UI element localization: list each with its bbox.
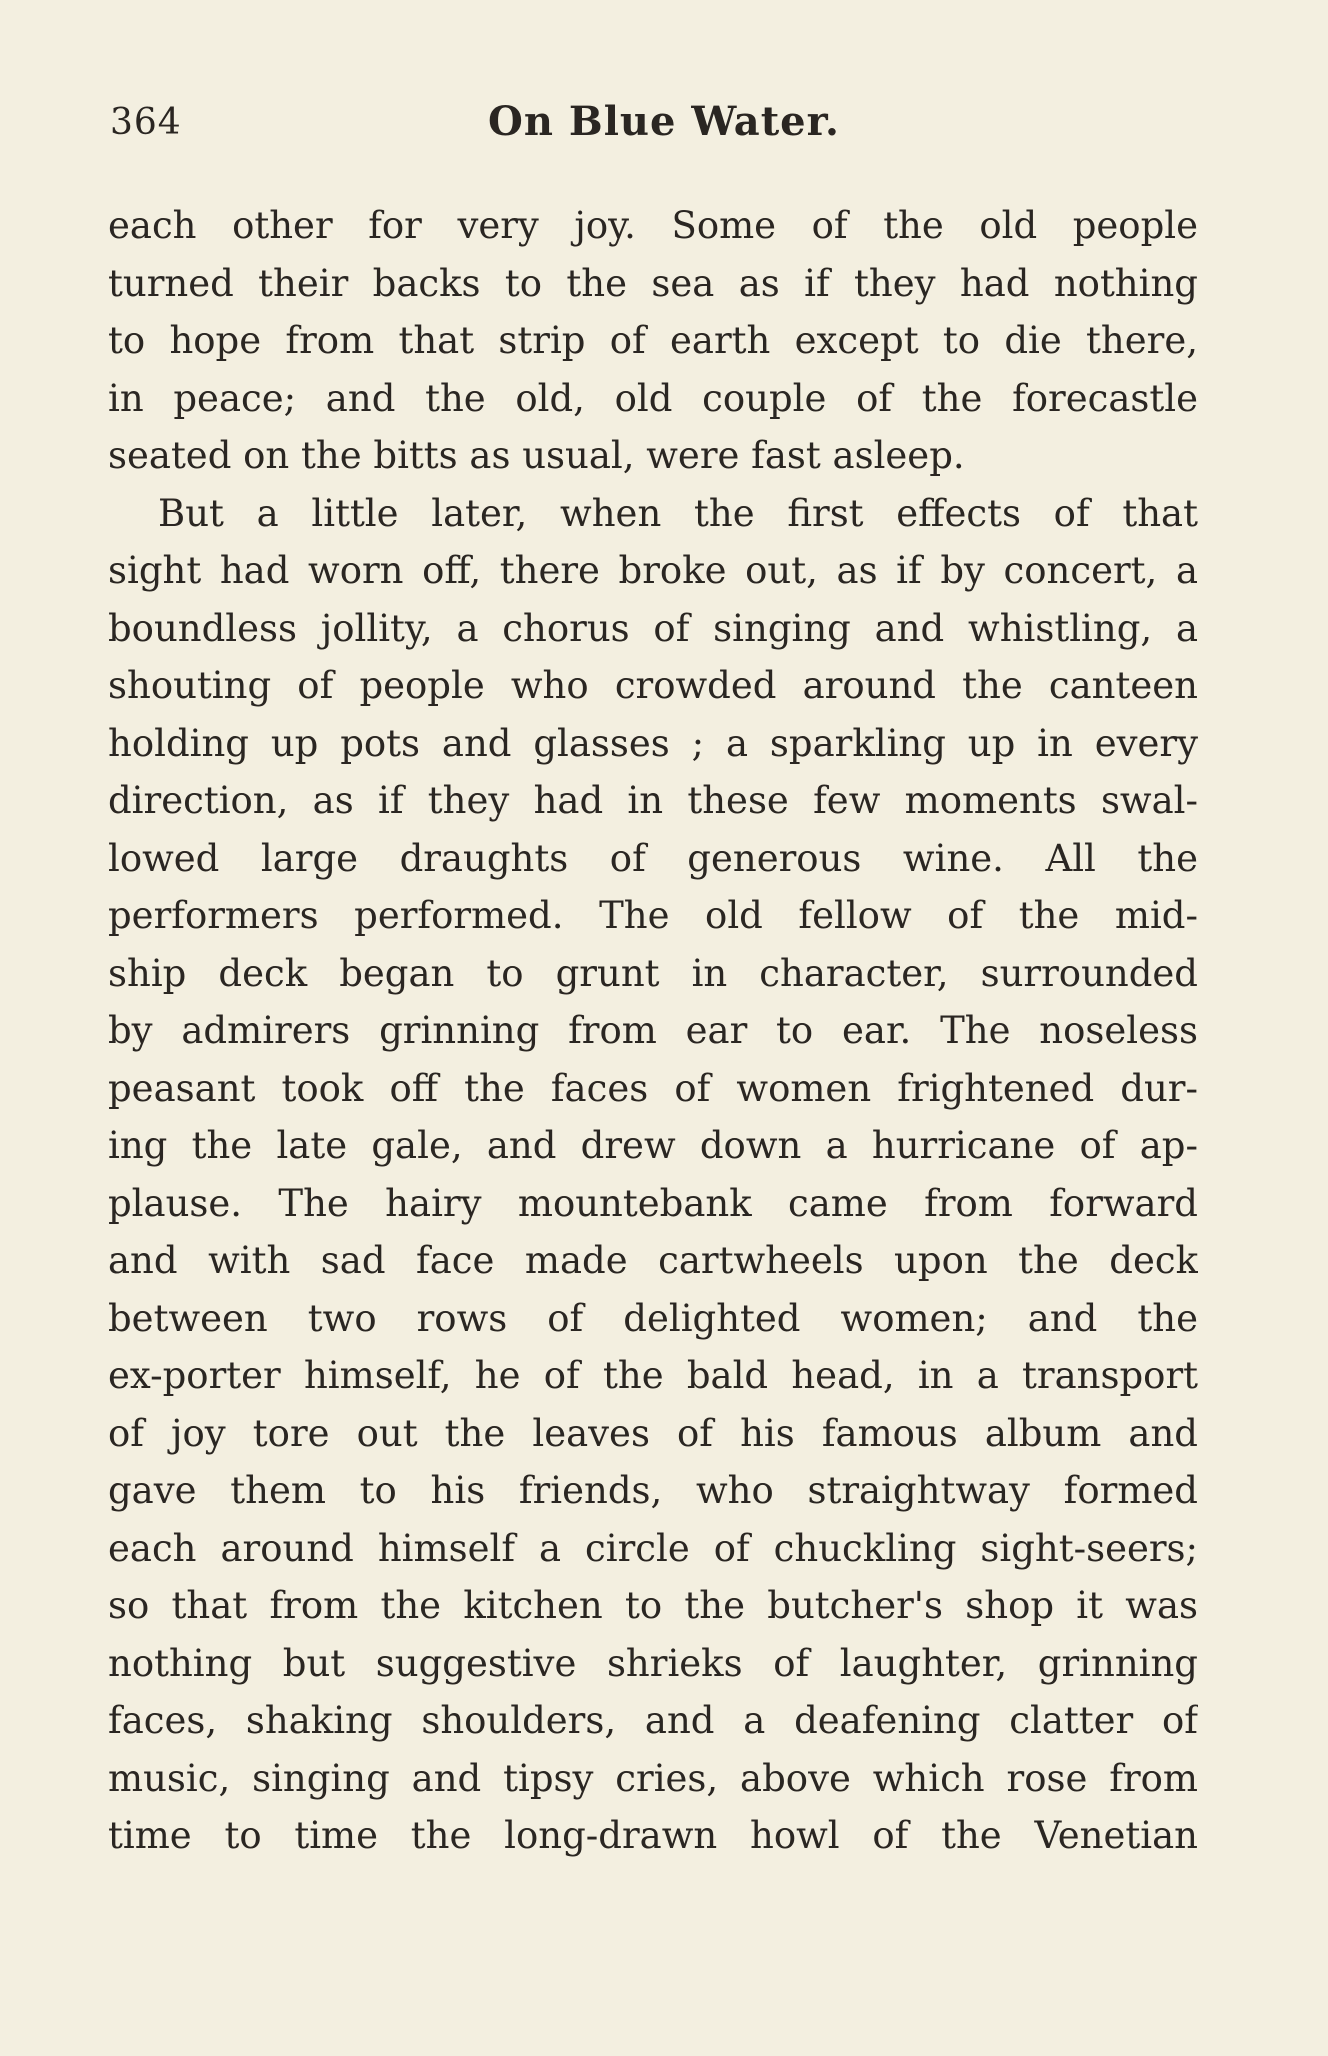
paragraph: [108, 197, 1198, 485]
text-line: to hope from that strip of earth except to die there,: [108, 319, 1198, 362]
text-line: music, singing and tipsy cries, above which rose from: [108, 1756, 1198, 1800]
text-line: But a little later, when the first effects of that: [158, 491, 1198, 535]
text-line: by admirers grinning from ear to ear. The noseless: [108, 1009, 1198, 1052]
text-line: nothing but suggestive shrieks of laughter, grinning: [108, 1641, 1198, 1685]
text-line: plause. The hairy mountebank came from forward: [108, 1181, 1198, 1225]
body-text: [108, 197, 1198, 1865]
page-number: 364: [110, 102, 182, 143]
text-line: shouting of people who crowded around the canteen: [108, 664, 1198, 707]
text-line: peasant took off the faces of women frightened dur-: [108, 1066, 1198, 1110]
text-line: so that from the kitchen to the butcher's shop it was: [108, 1584, 1198, 1627]
text-line: seated on the bitts as usual, were fast asleep.: [108, 434, 965, 477]
text-line: holding up pots and glasses ; a sparkling up in every: [108, 721, 1198, 765]
text-line: sight had worn off, there broke out, as if by concert, a: [108, 549, 1198, 592]
text-line: performers performed. The old fellow of the mid-: [108, 894, 1198, 937]
text-line: gave them to his friends, who straightway formed: [108, 1469, 1198, 1512]
text-line: each around himself a circle of chuckling sight-seers;: [108, 1526, 1198, 1570]
text-line: in peace; and the old, old couple of the forecastle: [108, 376, 1198, 420]
text-line: time to time the long-drawn howl of the Venetian: [108, 1814, 1198, 1857]
text-line: faces, shaking shoulders, and a deafening clatter of: [108, 1699, 1198, 1742]
running-title: On Blue Water.: [488, 98, 840, 145]
text-line: ship deck began to grunt in character, surrounded: [108, 951, 1198, 995]
text-line: ing the late gale, and drew down a hurricane of ap-: [108, 1124, 1198, 1167]
text-line: boundless jollity, a chorus of singing and whistling, a: [108, 606, 1198, 650]
text-line: lowed large draughts of generous wine. All the: [108, 836, 1198, 880]
text-line: ex-porter himself, he of the bald head, in a transport: [108, 1354, 1198, 1397]
text-line: each other for very joy. Some of the old people: [108, 204, 1198, 247]
text-line: of joy tore out the leaves of his famous album and: [108, 1411, 1198, 1455]
paragraph: [108, 485, 1198, 1865]
text-line: turned their backs to the sea as if they had nothing: [108, 261, 1198, 305]
text-line: direction, as if they had in these few moments swal-: [108, 779, 1198, 822]
text-line: between two rows of delighted women; and the: [108, 1296, 1198, 1340]
text-line: and with sad face made cartwheels upon the deck: [108, 1239, 1198, 1282]
